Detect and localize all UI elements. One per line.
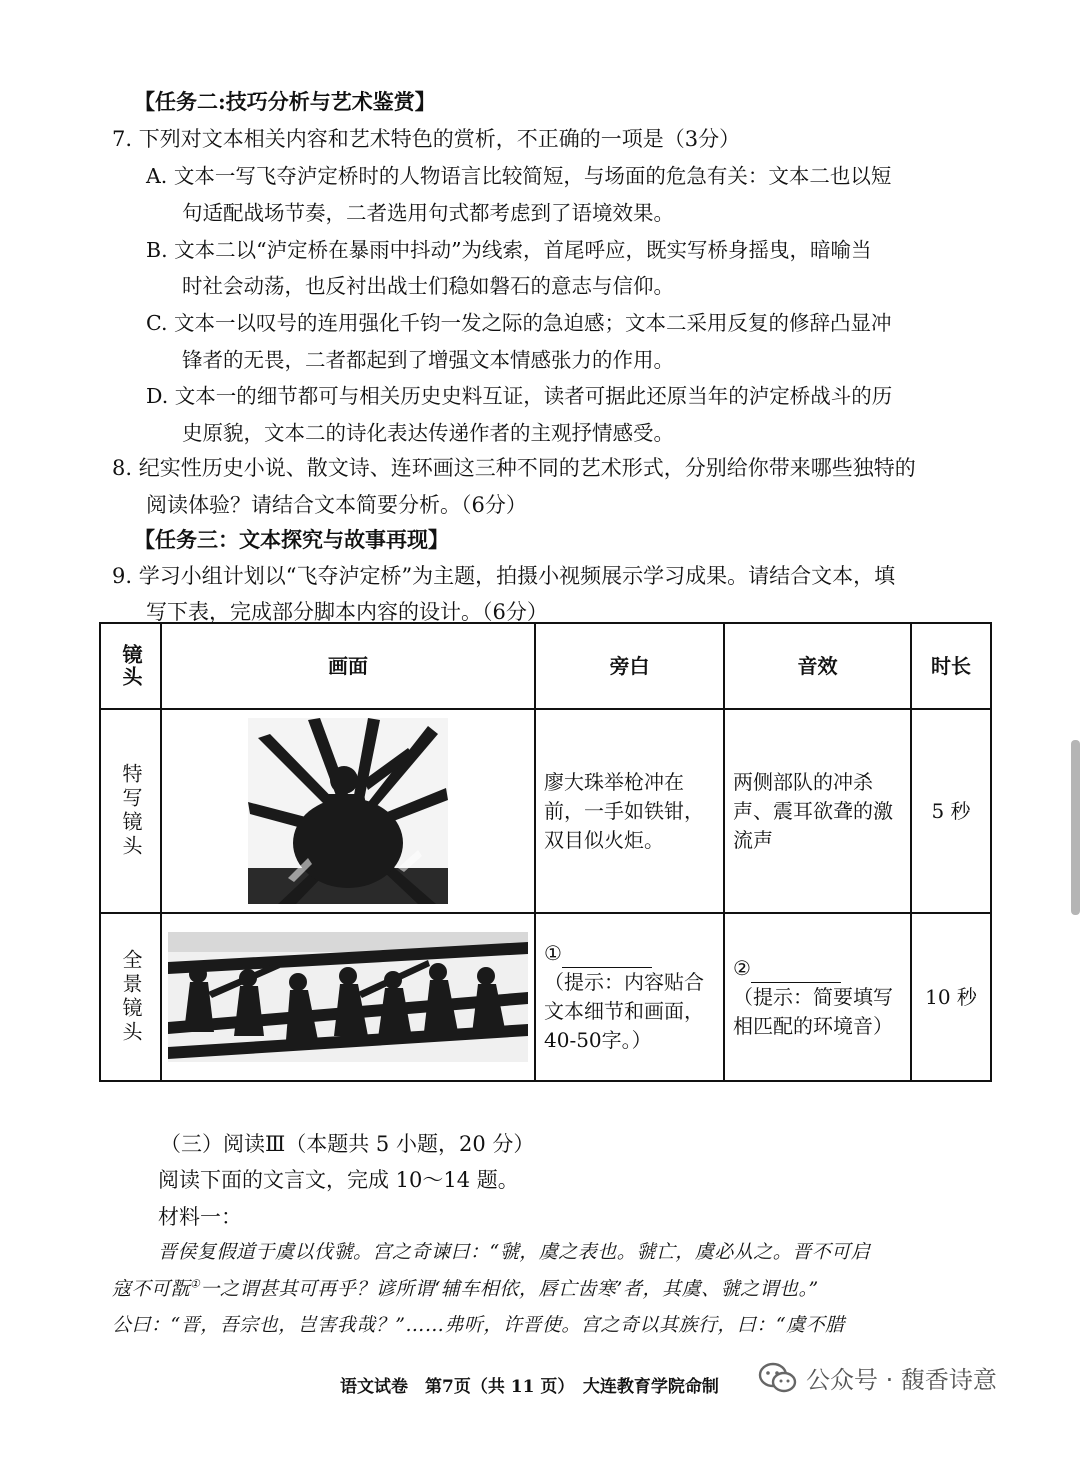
script-table (99, 622, 992, 1082)
answer-blank-2[interactable] (751, 962, 841, 983)
q9-line1: 9. 学习小组计划以“飞夺泸定桥”为主题，拍摄小视频展示学习成果。请结合文本，填 (112, 564, 896, 588)
q7-option-c-line1: C. 文本一以叹号的连用强化千钧一发之际的急迫感；文本二采用反复的修辞凸显冲 (146, 311, 892, 335)
q7-option-d-line2: 史原貌，文本二的诗化表达传递作者的主观抒情感受。 (182, 421, 674, 445)
sound-closeup: 两侧部队的冲杀声、震耳欲聋的激流声 (724, 709, 911, 913)
q7-option-a-line1: A. 文本一写飞夺泸定桥时的人物语言比较简短，与场面的危急有关：文本二也以短 (146, 164, 892, 188)
closeup-illustration (248, 718, 448, 904)
duration-closeup: 5 秒 (911, 709, 991, 913)
shot-type-closeup: 特写镜头 (100, 709, 161, 913)
duration-panorama: 10 秒 (911, 913, 991, 1081)
header-shot: 镜头 (100, 623, 161, 709)
watermark-text: 公众号 · 馥香诗意 (806, 1366, 997, 1394)
header-narration: 旁白 (535, 623, 724, 709)
blank-1-marker: ① (544, 941, 562, 965)
table-row (100, 709, 991, 913)
blank-2-marker: ② (733, 955, 751, 980)
q7-option-c-line2: 锋者的无畏，二者都起到了增强文本情感张力的作用。 (182, 348, 674, 372)
scrollbar-thumb[interactable] (1071, 740, 1080, 915)
page-footer: 语文试卷 第7页（共 11 页） 大连教育学院命制 (340, 1377, 719, 1397)
sound-panorama (724, 913, 911, 1081)
table-row (100, 913, 991, 1081)
task3-heading: 【任务三：文本探究与故事再现】 (134, 527, 449, 552)
picture-closeup (161, 709, 535, 913)
header-duration: 时长 (911, 623, 991, 709)
shot-type-panorama: 全景镜头 (100, 913, 161, 1081)
panorama-illustration (168, 932, 528, 1062)
task2-heading: 【任务二:技巧分析与艺术鉴赏】 (134, 89, 436, 114)
footnote-mark: ① (190, 1277, 201, 1291)
q7-option-d-line1: D. 文本一的细节都可与相关历史史料互证，读者可据此还原当年的泸定桥战斗的历 (146, 384, 893, 408)
classical-text-line2: 寇不可翫①一之谓甚其可再乎？谚所谓‘辅车相依，唇亡齿寒’者，其虞、虢之谓也。” (112, 1277, 819, 1300)
reading3-intro: 阅读下面的文言文，完成 10～14 题。 (158, 1168, 519, 1192)
narration-panorama (535, 913, 724, 1081)
classical-text-line3: 公曰：“晋，吾宗也，岂害我哉？”……弗听，许晋使。宫之奇以其族行，曰：“虞不腊 (112, 1314, 845, 1336)
q8-line1: 8. 纪实性历史小说、散文诗、连环画这三种不同的艺术形式，分别给你带来哪些独特的 (112, 456, 916, 480)
material-one-label: 材料一： (158, 1205, 242, 1229)
watermark (758, 1360, 997, 1395)
q7-stem: 7. 下列对文本相关内容和艺术特色的赏析，不正确的一项是（3分） (112, 127, 741, 151)
q7-option-b-line1: B. 文本二以“泸定桥在暴雨中抖动”为线索，首尾呼应，既实写桥身摇曳，暗喻当 (146, 238, 872, 262)
picture-panorama (161, 913, 535, 1081)
table-header-row (100, 623, 991, 709)
reading3-title: （三）阅读Ⅲ（本题共 5 小题，20 分） (160, 1132, 535, 1156)
classical-text-line1: 晋侯复假道于虞以伐虢。宫之奇谏曰：“虢，虞之表也。虢亡，虞必从之。晋不可启 (158, 1241, 871, 1263)
q8-line2: 阅读体验？请结合文本简要分析。（6分） (146, 493, 527, 517)
q7-option-b-line2: 时社会动荡，也反衬出战士们稳如磐石的意志与信仰。 (182, 274, 674, 298)
q7-option-a-line2: 句适配战场节奏，二者选用句式都考虑到了语境效果。 (182, 201, 674, 225)
wechat-icon (758, 1361, 798, 1395)
answer-blank-1[interactable] (562, 947, 652, 968)
header-sound: 音效 (724, 623, 911, 709)
sound-hint: （提示：简要填写相匹配的环境音） (733, 984, 893, 1038)
q9-line2: 写下表，完成部分脚本内容的设计。（6分） (146, 600, 548, 624)
narration-hint: （提示：内容贴合文本细节和画面，40-50字。） (544, 970, 704, 1052)
header-picture: 画面 (161, 623, 535, 709)
narration-closeup: 廖大珠举枪冲在前，一手如铁钳，双目似火炬。 (535, 709, 724, 913)
